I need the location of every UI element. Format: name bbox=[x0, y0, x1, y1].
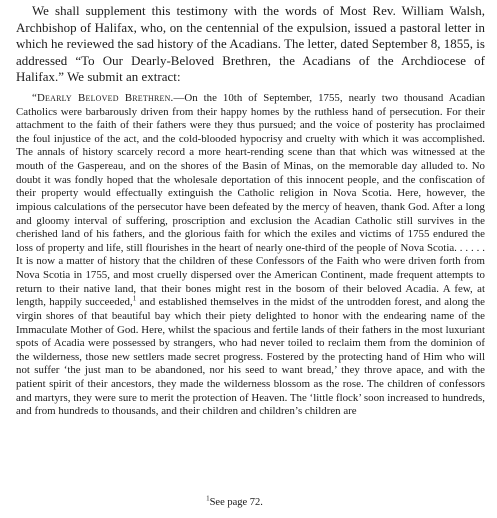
intro-paragraph: We shall supplement this testimony with the words of Most Rev. William Walsh, Archbishop of Halifax, who, on the centennial of the expulsion, issued a pastoral letter in which he reviewed the sad history of the Acadians. The letter, dated September 8, 1855, is addressed “To Our Dearly-Beloved Brethren, the Acadians of the Archdiocese of Halifax.” We submit an extract: bbox=[16, 4, 485, 85]
extract-text-part-1: —On the 10th of September, 1755, nearly two thousand Acadian Catholics were barbarously driven from their happy homes by the ruthless hand of persecution. For their attachment to the faith of their fathers were they thus pursued; and the voice of posterity has proclaimed the foul injustice of the act, and the cold-blooded hypocrisy and cruelty with which it was accomplished. The annals of history scarcely record a more heart-rending scene than that which was witnessed at the mouth of the Gaspereau, and on the shores of the Basin of Minas, on the memorable day alluded to. No doubt it was fondly hoped that the wholesale deportation of this innocent people, and the confiscation of their property would effectually extinguish the Catholic religion in Nova Scotia. Here, however, the impious calculations of the persecutor have been defeated by the mercy of heaven, thank God. After a long and gloomy interval of suffering, proscription and exclusion the Acadian Catholic still survives in the cherished land of his fathers, and the glorious faith for which the exiles and victims of 1755 endured the loss of property and life, still flourishes in the heart of nearly one-third of the people of Nova Scotia. . . . . . It is now a matter of history that the children of these Confessors of the Faith who were driven forth from Nova Scotia in 1755, and most cruelly dispersed over the American Continent, made frequent attempts to return to their native land, that their bones might rest in the bosom of their beloved Acadia. A few, at length, happily succeeded, bbox=[16, 91, 486, 309]
extract-salutation: “Dearly Beloved Brethren. bbox=[32, 91, 174, 104]
footnote-text: See page 72. bbox=[209, 497, 263, 508]
pastoral-letter-extract bbox=[16, 92, 485, 419]
document-page bbox=[16, 3, 485, 419]
footnote-marker: 1 bbox=[206, 494, 210, 503]
extract-text-part-2: and established themselves in the midst of the untrodden forest, and along the virgin shores of that beautiful bay which their piety delighted to honor with the endearing name of the Immaculate Mother of God. Here, whilst the spacious and fertile lands of their fathers in the most luxuriant spots of Acadia were possessed by strangers, who had never toiled to reclaim them from the dominion of the wilderness, those new settlers made secret progress. Fostered by the protecting hand of Him who will not suffer ‘the just man to be abandoned, nor his seed to want bread,’ they throve apace, and with the patient spirit of their ancestors, they made the wilderness blossom as the rose. The children of confessors and martyrs, they were sure to merit the protection of Heaven. The ‘little flock’ soon increased to hundreds, and from hundreds to thousands, and their children and children’s children are bbox=[16, 296, 485, 418]
footnote-reference: 1 bbox=[132, 294, 137, 303]
footnote bbox=[0, 496, 469, 509]
